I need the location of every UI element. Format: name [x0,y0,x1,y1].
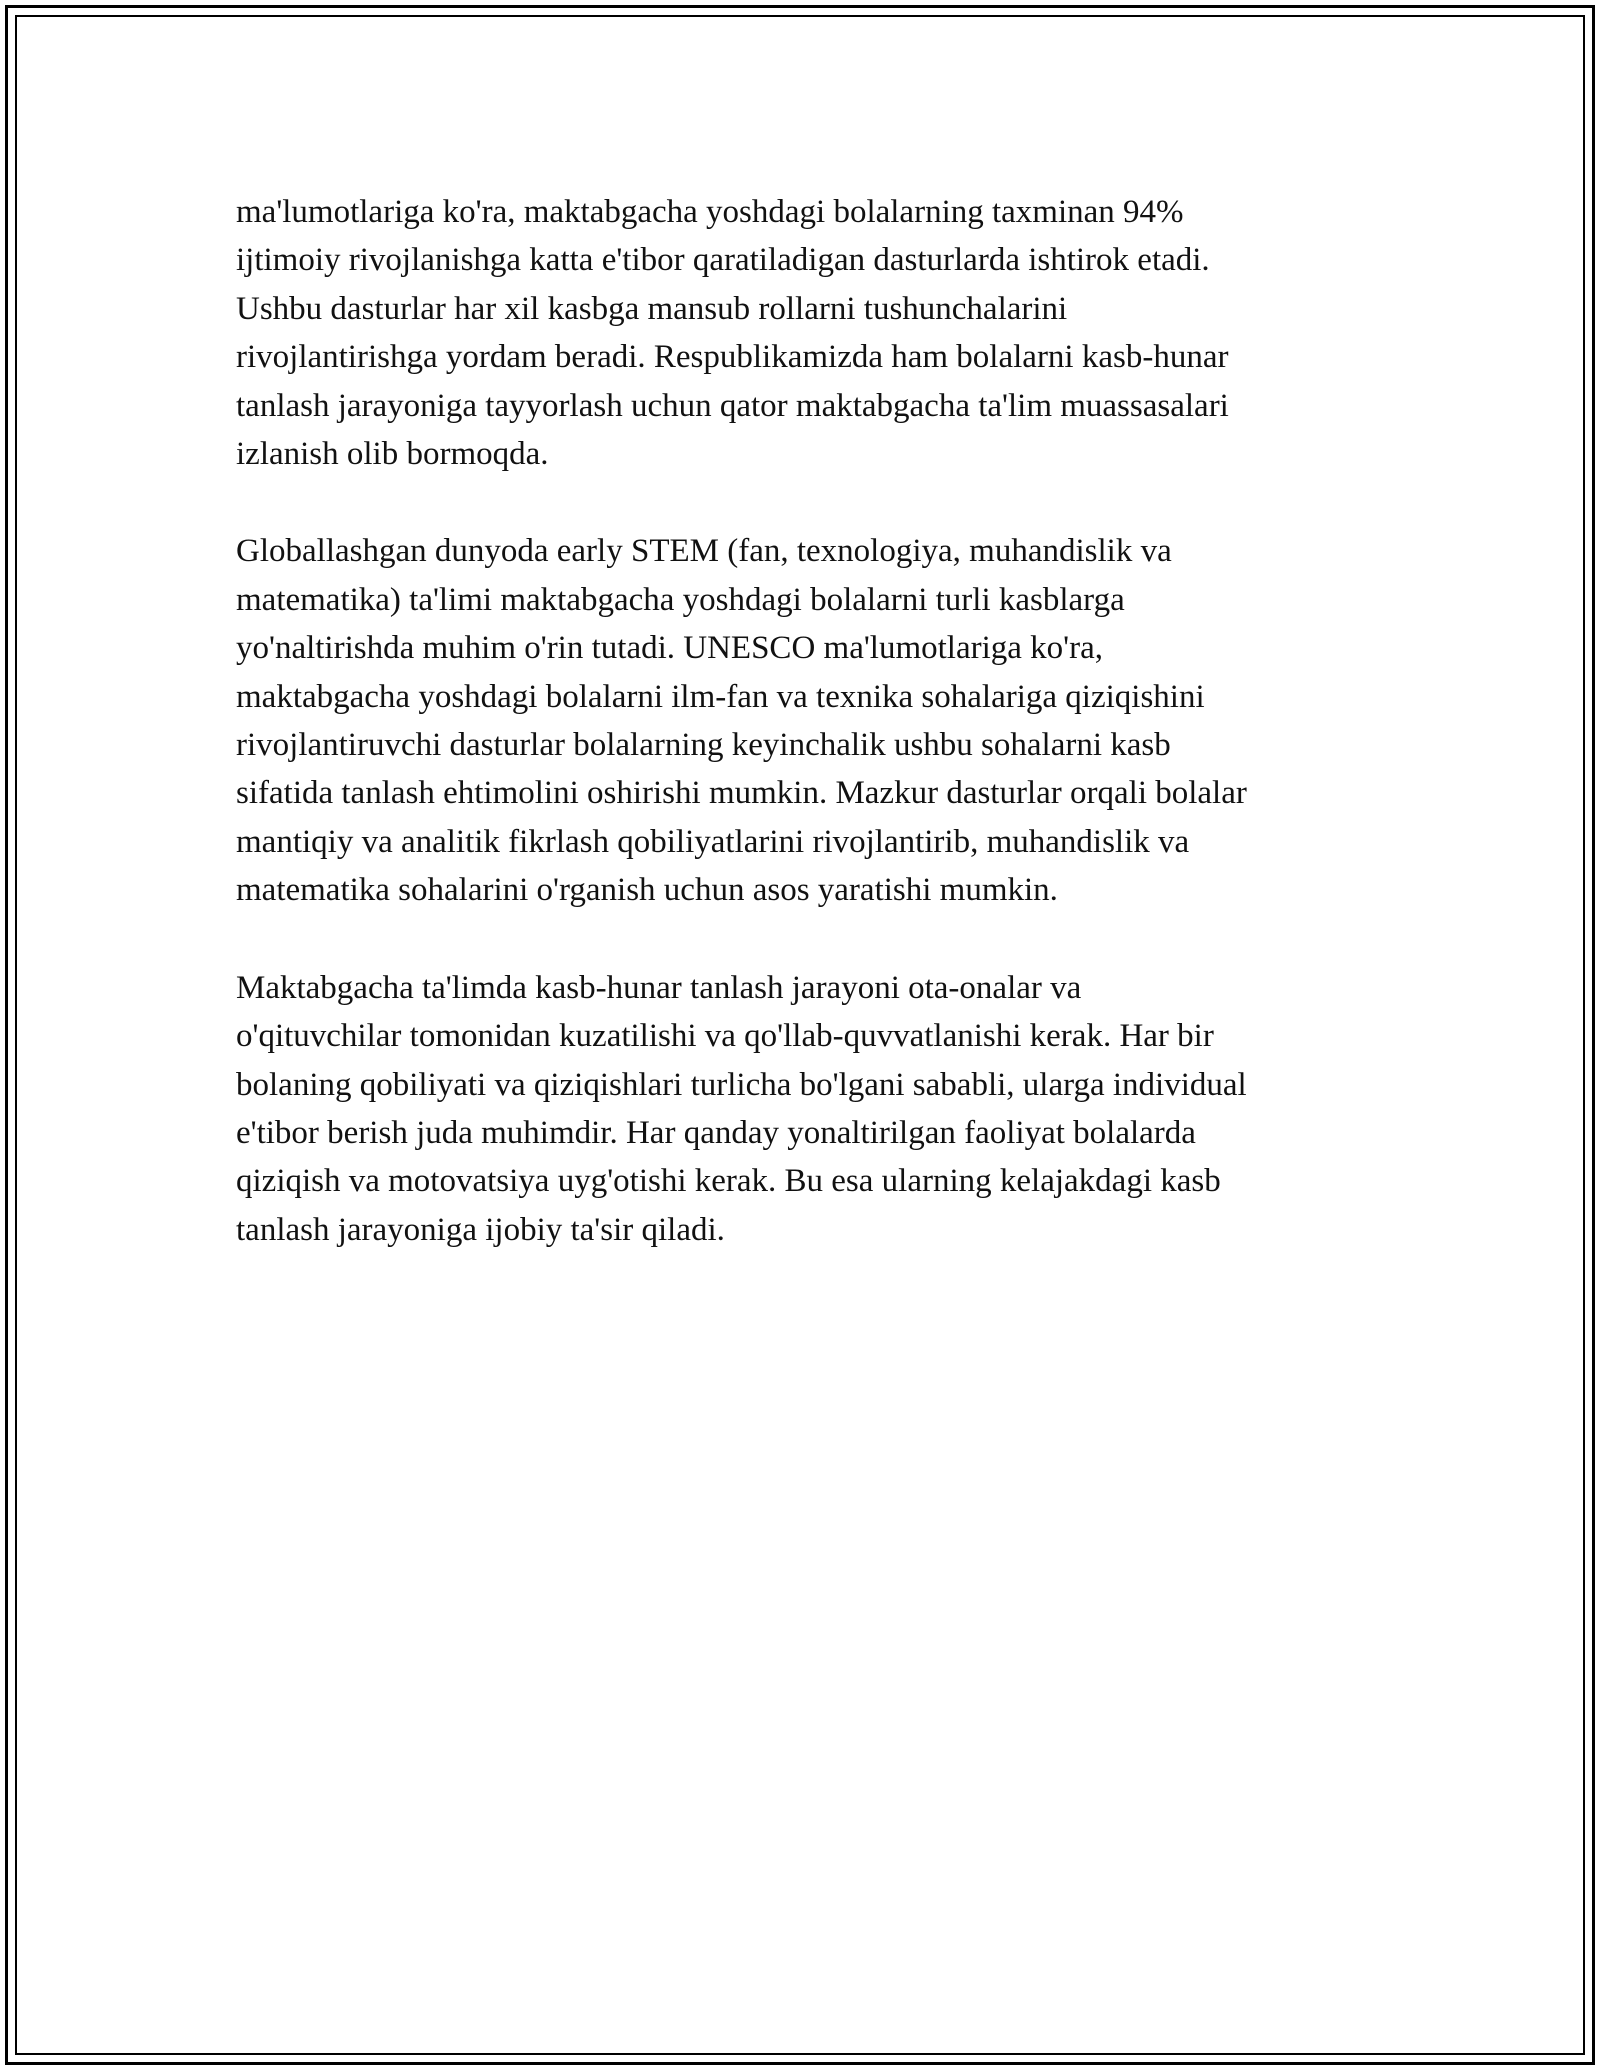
text-line: Globallashgan dunyoda early STEM (fan, texnologiya, muhandislik va [236,533,1172,570]
text-line: Ushbu dasturlar har xil kasbga mansub rollarni tushunchalarini [236,290,1068,327]
text-line: tanlash jarayoniga tayyorlash uchun qator maktabgacha ta'lim muassasalari [236,387,1229,424]
paragraph-1 [236,188,1366,478]
text-line: Maktabgacha ta'limda kasb-hunar tanlash jarayoni ota-onalar va [236,969,1082,1006]
text-line: rivojlantirishga yordam beradi. Respublikamizda ham bolalarni kasb-hunar [236,339,1229,376]
text-line: qiziqish va motovatsiya uyg'otishi kerak. Bu esa ularning kelajakdagi kasb [236,1163,1221,1200]
text-line: matematika sohalarini o'rganish uchun asos yaratishi mumkin. [236,872,1058,909]
text-line: sifatida tanlash ehtimolini oshirishi mumkin. Mazkur dasturlar orqali bolalar [236,775,1247,812]
text-line: rivojlantiruvchi dasturlar bolalarning keyinchalik ushbu sohalarni kasb [236,727,1171,764]
text-line: ijtimoiy rivojlanishga katta e'tibor qaratiladigan dasturlarda ishtirok etadi. [236,242,1210,279]
text-line: yo'naltirishda muhim o'rin tutadi. UNESCO ma'lumotlariga ko'ra, [236,630,1103,667]
document-body [236,188,1366,1303]
text-line: bolaning qobiliyati va qiziqishlari turlicha bo'lgani sababli, ularga individual [236,1066,1247,1103]
text-line: o'qituvchilar tomonidan kuzatilishi va qo'llab-quvvatlanishi kerak. Har bir [236,1018,1214,1055]
text-line: matematika) ta'limi maktabgacha yoshdagi bolalarni turli kasblarga [236,581,1125,618]
text-line: izlanish olib bormoqda. [236,436,549,473]
text-line: maktabgacha yoshdagi bolalarni ilm-fan va texnika sohalariga qiziqishini [236,678,1205,715]
text-line: mantiqiy va analitik fikrlash qobiliyatlarini rivojlantirib, muhandislik va [236,823,1190,860]
text-line: e'tibor berish juda muhimdir. Har qanday yonaltirilgan faoliyat bolalarda [236,1114,1196,1151]
text-line: ma'lumotlariga ko'ra, maktabgacha yoshdagi bolalarning taxminan 94% [236,194,1184,230]
paragraph-3 [236,964,1366,1254]
paragraph-2 [236,527,1366,914]
text-line: tanlash jarayoniga ijobiy ta'sir qiladi. [236,1211,725,1248]
